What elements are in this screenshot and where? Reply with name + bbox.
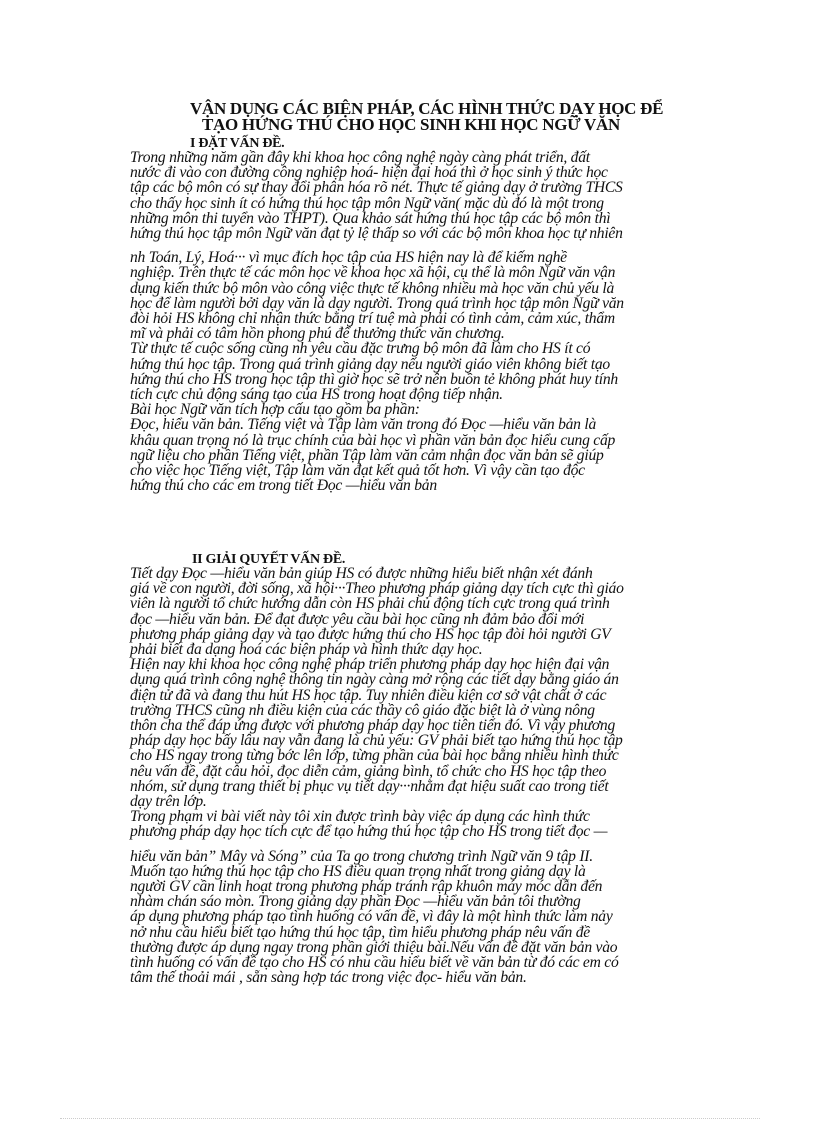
title-line-1: VẬN DỤNG CÁC BIỆN PHÁP, CÁC HÌNH THỨC DẠY HỌC ĐỂ xyxy=(190,99,664,118)
text-line: Từ thực tế cuộc sống cũng nh yêu cầu đặc trưng bộ môn đã làm cho HS ít có xyxy=(130,340,591,358)
text-line: phương pháp dạy học tích cực để tạo hứng thú học tập cho HS trong tiết đọc — xyxy=(130,823,608,841)
text-line: thôn cha thể đáp ứng được với phương pháp dạy học tiên tiến đó. Vì vậy phương xyxy=(130,717,616,735)
text-line: dạy trên lớp. xyxy=(130,793,207,811)
text-line: Đọc, hiểu văn bản. Tiếng việt và Tập làm văn trong đó Đọc —hiểu văn bản là xyxy=(130,416,596,434)
text-line: viên là người tổ chức hướng dẫn còn HS phải chủ động tích cực trong quá trình xyxy=(130,595,610,613)
text-line: tâm thế thoải mái , sẵn sàng hợp tác trong việc đọc- hiểu văn bản. xyxy=(130,969,527,987)
text-line: hứng thú cho các em trong tiết Đọc —hiểu văn bản xyxy=(130,477,437,495)
text-line: giá về con người, đời sống, xã hội···Theo phương pháp giảng dạy tích cực thì giáo xyxy=(130,580,624,598)
section-2-body xyxy=(130,566,742,985)
text-line: tích cực chủ động sáng tạo của HS trong hoạt động tiếp nhận. xyxy=(130,386,503,404)
text-line: những môn thi tuyển vào THPT). Qua khảo sát hứng thú học tập các bộ môn thì xyxy=(130,209,611,227)
text-line: tình huống có vấn đề tạo cho HS có nhu cầu hiểu biết về văn bản từ đó các em có xyxy=(130,954,619,972)
section-heading-1: I ĐẶT VẤN ĐỀ. xyxy=(190,136,285,151)
text-line: nghiệp. Trên thực tế các môn học về khoa học xã hội, cụ thể là môn Ngữ văn vận xyxy=(130,264,616,282)
text-line: hứng thú học tập môn Ngữ văn đạt tỷ lệ thấp so với các bộ môn khoa học tự nhiên xyxy=(130,225,623,243)
text-line: tập các bộ môn có sự thay đổi phân hóa rõ nét. Thực tế giảng dạy ở trường THCS xyxy=(130,179,623,197)
page-bottom-divider xyxy=(60,1118,760,1119)
text-line: mĩ và phải có tâm hồn phong phú để thưởng thức văn chương. xyxy=(130,325,505,343)
text-line: Trong những năm gần đây khi khoa học công nghệ ngày càng phát triển, đất xyxy=(130,149,590,166)
text-line: điện tử đã và đang thu hút HS học tập. Tuy nhiên điều kiện cơ sở vật chất ở các xyxy=(130,686,607,704)
text-line: học để làm người bởi dạy văn là dạy người. Trong quá trình học tập môn Ngữ văn xyxy=(130,294,624,312)
text-line: Muốn tạo hứng thú học tập cho HS điều quan trọng nhất trong giảng dạy là xyxy=(130,862,586,880)
text-line: pháp dạy học bấy lâu nay vẫn đang là chủ yếu: GV phải biết tạo hứng thú học tập xyxy=(130,732,623,750)
text-line: Tiết dạy Đọc —hiểu văn bản giúp HS có được những hiểu biết nhận xét đánh xyxy=(130,565,593,582)
text-line: người GV cần linh hoạt trong phương pháp tránh rập khuôn máy móc dẫn đến xyxy=(130,878,603,896)
text-line: khâu quan trọng nó là trục chính của bài học vì phần văn bản đọc hiểu cung cấp xyxy=(130,431,616,449)
section-1-body xyxy=(130,150,742,493)
text-line: hứng thú cho HS trong học tập thì giờ học sẽ trở nên buồn tẻ không phát huy tính xyxy=(130,370,618,388)
text-line: hiểu văn bản” Mây và Sóng” của Ta go trong chương trình Ngữ văn 9 tập II. xyxy=(130,847,593,865)
text-line: dụng kiến thức bộ môn vào công việc thực tế không nhiều mà học văn chủ yếu là xyxy=(130,279,615,297)
text-line: trường THCS cũng nh điều kiện của các thầy cô giáo đặc biệt là ở vùng nông xyxy=(130,701,595,719)
text-line: đòi hỏi HS không chỉ nhận thức bằng trí tuệ mà phải có tình cảm, cảm xúc, thẩm xyxy=(130,310,615,328)
text-line: Trong phạm vi bài viết này tôi xin được trình bày việc áp dụng các hình thức xyxy=(130,808,590,826)
text-line: nêu vấn đề, đặt câu hỏi, đọc diễn cảm, giảng bình, tổ chức cho HS học tập theo xyxy=(130,762,607,780)
text-line: áp dụng phương pháp tạo tình huống có vấn đề, vì đây là một hình thức làm nảy xyxy=(130,908,613,926)
text-line: cho việc học Tiếng việt, Tập làm văn đạt kết quả tốt hơn. Vì vậy cần tạo độc xyxy=(130,462,585,480)
text-line: ngữ liệu cho phần Tiếng việt, phần Tập làm văn cảm nhận đọc văn bản sẽ giúp xyxy=(130,446,604,464)
text-line: nh Toán, Lý, Hoá··· vì mục đích học tập của HS hiện nay là để kiếm nghề xyxy=(130,249,567,267)
text-line: nước đi vào con đường công nghiệp hoá- hiện đại hoá thì ở học sinh ý thức học xyxy=(130,164,608,182)
text-line: thường được áp dụng ngay trong phần giới thiệu bài.Nếu vấn đề đặt văn bản vào xyxy=(130,938,618,956)
title-line-2: TẠO HỨNG THÚ CHO HỌC SINH KHI HỌC NGỮ VĂN xyxy=(202,115,620,134)
text-line: cho HS ngay trong từng bớc lên lớp, từng phần của bài học bằng nhiều hình thức xyxy=(130,747,619,765)
text-line: nở nhu cầu hiểu biết tạo hứng thú học tập, tìm hiểu phương pháp nêu vấn đề xyxy=(130,923,590,941)
text-line: dụng quá trình công nghệ thông tin ngày càng mở rộng các tiết dạy bằng giáo án xyxy=(130,671,619,689)
text-line: cho thấy học sinh ít có hứng thú học tập môn Ngữ văn( mặc dù đó là một trong xyxy=(130,194,604,212)
text-line: Bài học Ngữ văn tích hợp cấu tạo gồm ba phần: xyxy=(130,401,420,419)
text-line: nhàm chán sáo mòn. Trong giảng dạy phần Đọc —hiểu văn bản tôi thường xyxy=(130,893,581,911)
text-line: Hiện nay khi khoa học công nghệ pháp triển phương pháp dạy học hiện đại vận xyxy=(130,656,610,674)
text-line: hứng thú học tập. Trong quá trình giảng dạy nếu người giáo viên không biết tạo xyxy=(130,355,610,373)
section-heading-2: II GIẢI QUYẾT VẤN ĐỀ. xyxy=(192,552,346,567)
text-line: đọc —hiểu văn bản. Để đạt được yêu cầu bài học cũng nh đảm bảo đổi mới xyxy=(130,610,585,628)
text-line: phương pháp giảng dạy và tạo được hứng thú cho HS học tập đòi hỏi người GV xyxy=(130,625,611,643)
text-line: phải biết đa dạng hoá các biện pháp và hình thức dạy học. xyxy=(130,641,483,659)
document-title xyxy=(190,101,710,133)
text-line: nhóm, sử dụng trang thiết bị phục vụ tiết dạy···nhằm đạt hiệu suất cao trong tiết xyxy=(130,777,609,795)
